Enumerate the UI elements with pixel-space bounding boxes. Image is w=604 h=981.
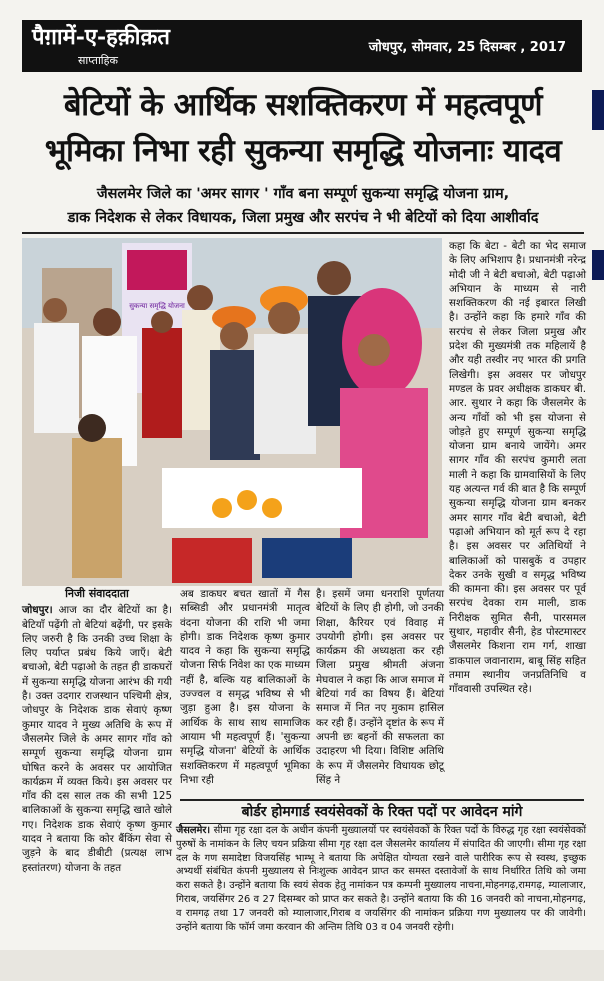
edge-mark-2 [592, 250, 604, 280]
headline-line-1: बेटियों के आर्थिक सशक्तिकरण में महत्वपूर्ण [63, 87, 543, 123]
adjacent-page-edge [588, 70, 604, 940]
notice-body [176, 824, 586, 934]
subheadline [20, 182, 586, 230]
article-column-3 [316, 587, 444, 787]
article-dateline: जोधपुर। [22, 604, 53, 617]
notice-dateline: जैसलमेर। [176, 825, 211, 836]
article-text-3: है। इसमें जमा धनराशि पूर्णतया बेटियों के लिए ही होगी, जो उनकी शिक्षा, कैरियर एवं विवाह में उपयोगी होगी। इस अवसर पर कार्यक्रम की अध्यक्षता कर रही जिला प्रमुख श्रीमती अंजना मेघवाल ने कहा कि आज समाज में बेटियां गर्व का विषय हैं। बेटियां समाज में नित नए मुकाम हासिल कर रही हैं। उन्होंने दृष्टांत के रूप में अपनी छः बहनों की सफलता का उदाहरण भी दिया। विशिष्ट अतिथि के रूप में जैसलमेर विधायक छोटू सिंह ने [316, 588, 444, 786]
issue-dateline: जोधपुर, सोमवार, 25 दिसम्बर , 2017 [368, 40, 566, 55]
article-text-4: कहा कि बेटा - बेटी का भेद समाज के लिए अभिशाप है। प्रधानमंत्री नरेन्द्र मोदी जी ने बेटी बचाओ, बेटी पढ़ाओ अभियान के माध्यम से नारी सशक्तिकरण की नई इबारत लिखी है। उन्होंने कहा कि हमारे गाँव की सरपंच से लेकर जिला प्रमुख और प्रदेश की मुख्यमंत्री तक महिलायें है और यही तस्वीर नए भारत की प्रगति लिखेगी। इस अवसर पर जोधपुर मण्डल के प्रवर अधीक्षक डाकघर बी. आर. सुथार ने कहा कि जैसलमेर के अन्य गाँवों को भी इस योजना से जोड़ते हुए सम्पूर्ण सुकन्या समृद्धि योजना ग्राम बनाये जायेंगे। अमर सागर गाँव की सरपंच कुमारी लता माली ने कहा कि ग्रामवासियों के लिए यह अत्यन्त गर्व की बात है कि सम्पूर्ण सुकन्या समृद्धि योजना ग्राम बनकर अमर सागर गाँव बेटी बचाओ, बेटी पढ़ाओ अभियान को मूर्त रूप दे रहा है। इस अवसर पर अतिथियों ने बालिकाओं को पासबुकें व उपहार देकर उनके सुखी व समृद्ध भविष्य की कामना की। इस अवसर पर पूर्व सरपंच देवका राम माली, डाक निरीक्षक सुमित सैनी, पारसमल सुथार, महावीर सैनी, हेड पोस्टमास्टर जैसलमेर किशना राम गर्ग, शाखा डाकपाल जवानाराम, बाबू सिंह सहित तमाम स्थानीय जनप्रतिनिधि व गाँववासी उपस्थित रहे। [449, 240, 586, 696]
edge-mark-1 [592, 90, 604, 130]
notice-title: बोर्डर होमगार्ड स्वयंसेवकों के रिक्त पदों पर आवेदन मांगे [180, 799, 584, 824]
headline [20, 82, 586, 174]
article-column-4 [449, 239, 586, 697]
divider [22, 232, 584, 234]
masthead [22, 20, 582, 72]
subheadline-line-1: जैसलमेर जिले का 'अमर सागर ' गाँव बना सम्पूर्ण सुकन्या समृद्धि योजना ग्राम, [96, 186, 510, 202]
newspaper-name: पैग़ामें-ए-हक़ीक़त [32, 24, 170, 50]
article-column-2 [180, 587, 310, 787]
banner-text: सुकन्या समृद्धि योजना [129, 302, 185, 310]
subheadline-line-2: डाक निदेशक से लेकर विधायक, जिला प्रमुख और सरपंच ने भी बेटियों को दिया आशीर्वाद [67, 210, 539, 226]
newspaper-frequency: साप्ताहिक [78, 54, 118, 67]
headline-line-2: भूमिका निभा रही सुकन्या समृद्धि योजनाः यादव [44, 133, 562, 169]
article-text-2: अब डाकघर बचत खातों में गैस सब्सिडी और प्रधानमंत्री मातृत्व वंदना योजना की राशि भी जमा होगी। डाक निदेशक कृष्ण कुमार यादव ने कहा कि सुकन्या समृद्धि योजना सिर्फ निवेश का एक माध्यम नहीं है, बल्कि यह बालिकाओं के उज्ज्वल व समृद्ध भविष्य से भी जुड़ा हुआ है। इस योजना के आर्थिक के साथ साथ सामाजिक आयाम भी महत्वपूर्ण हैं। 'सुकन्या समृद्धि योजना' बेटियों के आर्थिक सशक्तिकरण में महत्वपूर्ण भूमिका निभा रही [180, 588, 310, 786]
article-column-1 [22, 587, 172, 875]
event-photo [22, 238, 442, 586]
article-byline: निजी संवाददाता [65, 587, 129, 600]
page-bottom-margin [0, 950, 604, 981]
notice-text: सीमा गृह रक्षा दल के अधीन कंपनी मुख्यालयों पर स्वयंसेवकों के रिक्त पदों के विरुद्ध गृह रक्षा स्वयंसेवकों पुरुषों के नामांकन के लिए चयन प्रक्रिया सीमा गृह रक्षा दल जैसलमेर कार्यालय में संपादित की जाएगी। सीमा गृह रक्षा दल के गण समादेष्टा विजयसिंह भाम्भू ने बताया कि अपेक्षित योग्यता रखने वाले पारीरिक रूप से स्वस्थ, इच्छुक अभ्यर्थी संबंधित कंपनी मुख्यालय से निःशुल्क आवेदन प्राप्त कर समस्त दस्तावेजों के साथ निर्धारित तिथि को जमा करा सकते है। उन्होंने बताया कि स्वयं सेवक हेतु नामांकन पत्र कम्पनी मुख्यालय नाचना,मोहनगढ़,रामगढ़, म्यालाजार, गिराब, जयसिंगर 26 व 27 दिसम्बर को प्राप्त कर सकते है। उन्होंने बताया कि की 16 जनवरी को नाचना,मोहनगढ़, व रामगढ़ तथा 17 जनवरी को म्यालाजार,गिराब व जयसिंगर की नामांकन प्रक्रिया गण मुख्यालय पर की जावेगी। उन्होंने बताया कि फॉर्म जमा करवान की अन्तिम तिथि 03 व 04 जनवरी रहेगी। [176, 825, 586, 933]
article-text-1: आज का दौर बेटियों का है। बेटियाँ पढ़ेंगी तो बेटियां बढ़ेंगी, पर इसके लिए जरुरी है कि उनकी उच्च शिक्षा के लिए पर्याप्त प्रबंध किये जाएँ। बेटी बचाओ, बेटी पढ़ाओ के तहत ही डाकघरों में सुकन्या समृद्धि योजना आरंभ की गयी है। उक्त उदगार राजस्थान पश्चिमी क्षेत्र, जोधपुर के निदेशक डाक सेवाएं कृष्ण कुमार यादव ने मुख्य अतिथि के रूप में जैसलमेर जिले के अमर सागर गाँव को सम्पूर्ण सुकन्या समृद्धि योजना ग्राम घोषित करने के अवसर पर आयोजित कार्यक्रम में व्यक्त किये। इस अवसर पर गाँव की दस साल तक की सभी 125 बालिकाओं के सुकन्या समृद्धि खाते खोले गए। निदेशक डाक सेवाएं कृष्ण कुमार यादव ने बताया कि कोर बैंकिंग सेवा से जुड़ने के बाद डीबीटी (प्रत्यक्ष लाभ हस्तांतरण) योजना के तहत [22, 604, 172, 874]
